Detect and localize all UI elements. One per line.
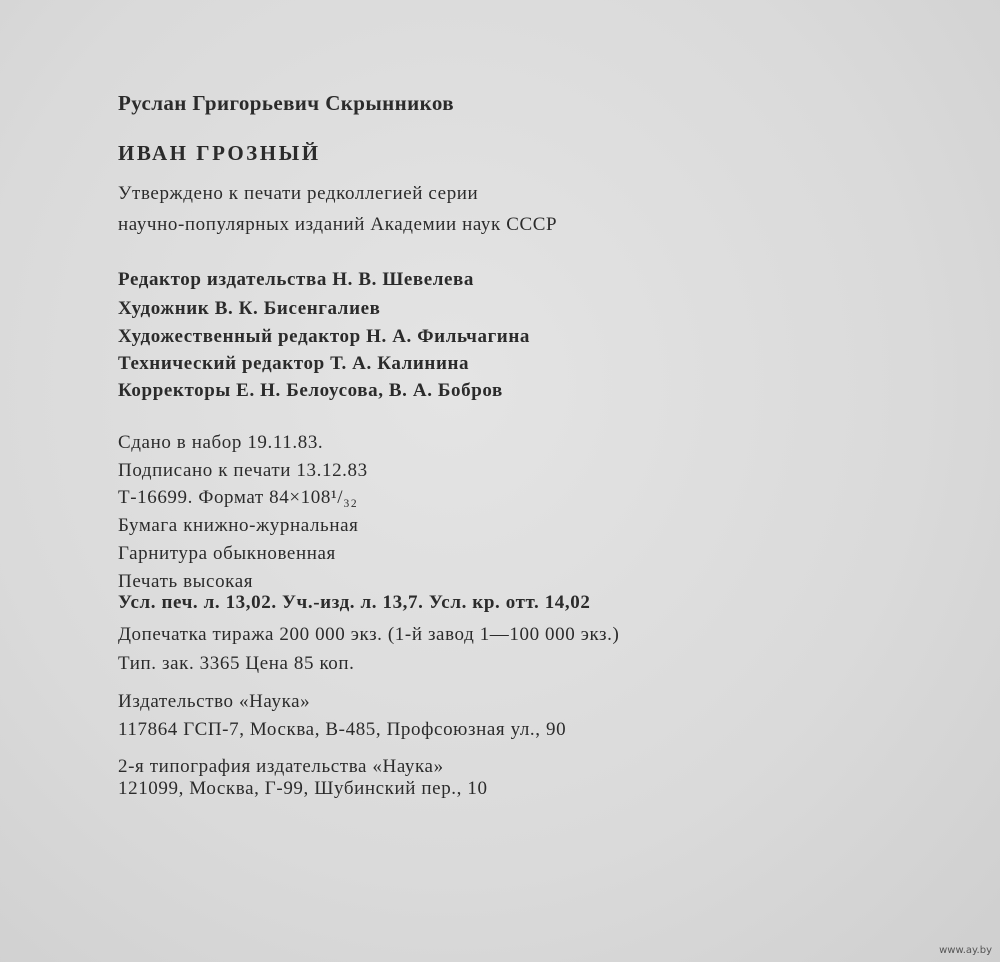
imprint-typeset-date: Сдано в набор 19.11.83. [118, 432, 324, 453]
approval-line-1: Утверждено к печати редколлегией серии [118, 183, 479, 204]
staff-artist: Художник В. К. Бисенгалиев [118, 298, 381, 319]
book-title: ИВАН ГРОЗНЫЙ [118, 141, 321, 165]
imprint-sheets: Усл. печ. л. 13,02. Уч.-изд. л. 13,7. Усл. кр. отт. 14,02 [118, 592, 591, 613]
staff-tech-editor: Технический редактор Т. А. Калинина [118, 353, 470, 374]
author-name: Руслан Григорьевич Скрынников [118, 91, 454, 115]
imprint-paper: Бумага книжно-журнальная [118, 515, 359, 536]
imprint-print-run: Допечатка тиража 200 000 экз. (1-й завод 1—100 000 экз.) [118, 624, 620, 645]
imprint-printing: Печать высокая [118, 571, 254, 592]
printer-name: 2-я типография издательства «Наука» [118, 756, 444, 777]
publisher-address: 117864 ГСП-7, Москва, В-485, Профсоюзная ул., 90 [118, 719, 567, 740]
imprint-signed-date: Подписано к печати 13.12.83 [118, 460, 368, 481]
site-watermark: www.ay.by [939, 945, 992, 956]
approval-line-2: научно-популярных изданий Академии наук СССР [118, 214, 558, 235]
staff-art-editor: Художественный редактор Н. А. Фильчагина [118, 326, 530, 347]
staff-proofreaders: Корректоры Е. Н. Белоусова, В. А. Бобров [118, 380, 503, 401]
publisher-name: Издательство «Наука» [118, 691, 311, 712]
imprint-order-price: Тип. зак. 3365 Цена 85 коп. [118, 653, 355, 674]
imprint-format: Т-16699. Формат 84×108¹/₃₂ [118, 487, 358, 508]
printer-address: 121099, Москва, Г-99, Шубинский пер., 10 [118, 778, 488, 799]
imprint-typeface: Гарнитура обыкновенная [118, 543, 336, 564]
staff-editor: Редактор издательства Н. В. Шевелева [118, 269, 475, 290]
